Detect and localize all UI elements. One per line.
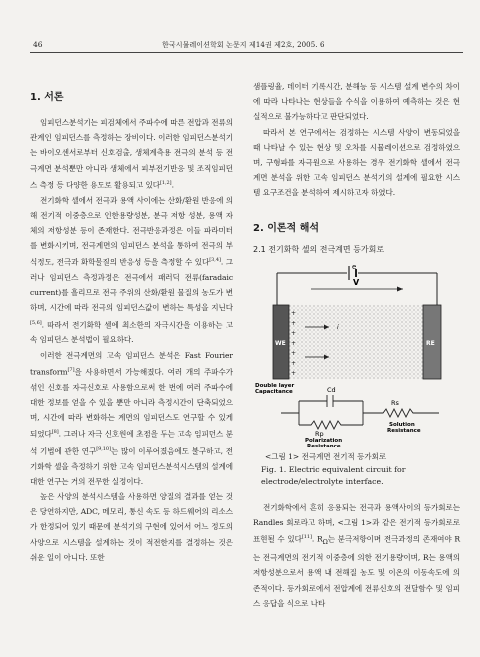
svg-text:+: + (291, 309, 297, 317)
label-rp: Rp (315, 429, 324, 438)
svg-text:+: + (291, 359, 297, 367)
figure-1-drawing (253, 261, 460, 447)
label-re: RE (426, 339, 435, 347)
label-polarization: Polarization (305, 437, 343, 444)
randles-circuit (281, 395, 439, 429)
label-double-layer: Double layer (255, 382, 295, 389)
svg-text:+: + (291, 319, 297, 327)
subsection-2-1-heading: 2.1 전기화학 셀의 전극계면 등가회로 (253, 244, 385, 254)
label-v: V (353, 277, 360, 287)
intro-paragraph-4: 높은 사양의 분석시스템을 사용하면 양질의 결과를 얻는 것은 당연하지만, ADC, 메모리, 통신 속도 등 하드웨어의 리소스가 한정되어 있기 때문에 분석기의 구현에 있어서 어느 정도의 사양으로 시스템을 설계하는 것이 적전한지를 결정하는 것은 쉬운 일이 아니다. 또한 (30, 491, 233, 562)
svg-text:+: + (291, 329, 297, 337)
label-rs: Rs (391, 398, 399, 407)
label-we: WE (275, 339, 286, 347)
page-number: 46 (33, 40, 43, 49)
electrolyte-region (283, 305, 423, 379)
label-i: i (337, 323, 339, 331)
intro-paragraph-5: 샘플링율, 데이터 기록시간, 분해능 등 시스템 설계 변수의 차이에 따라 나타나는 현상들을 수식을 이용하여 예측하는 것은 현실적으로 불가능하다고 판단되었다. (253, 82, 460, 122)
header-rule (30, 52, 463, 53)
intro-paragraph-2: 전기화학 셀에서 전극과 용액 사이에는 산화/환원 반응에 의해 전기적 이중층으로 인한용량성분, 분극 저항 성분, 용액 자체의 저항성분 등이 존재한다. 전극반응과정은 이들 파라미터를 변화시키며, 전극계면의 임피던스 분석을 통하여 전극의 부식정도, 전극과 화학물질의 반응성 등을 측정할 수 있다[3,4]. 그러나 임피던스 측정과정은 전극에서 패러딕 전류(faradaic current)를 흘리므로 전극 주위의 산화/환원 물질의 농도가 변하며, 시간에 따라 전극의 임피던스값이 변하는 특성을 지닌다[5,6]. 따라서 전기화학 셀에 최소한의 자극시간을 이용하는 고속 임피던스 분석법이 필요하다. (30, 195, 233, 345)
right-column (253, 79, 460, 611)
intro-paragraph-6: 따라서 본 연구에서는 검정하는 시스템 사양이 변동되었을 때 나타날 수 있는 현상 및 오차를 시뮬레이션으로 검정하였으며, 구형파를 자극원으로 사용하는 경우 전기화학 셀에서 전극계면 분석을 위한 고속 임피던스 분석기의 설계에 필요한 시스템 요구조건을 분석하여 제시하고자 하였다. (253, 127, 460, 198)
svg-text:+: + (291, 339, 297, 347)
svg-text:+: + (291, 349, 297, 357)
left-column (30, 72, 233, 565)
label-cd: Cd (327, 385, 336, 394)
svg-text:+: + (291, 369, 297, 377)
running-header: 한국시뮬레이션학회 논문지 제14권 제2호, 2005. 6 (162, 41, 325, 49)
figure-1-caption-korean: <그림 1> 전극계면 전기적 등가회로 (265, 451, 387, 461)
intro-heading: 1. 서론 (30, 92, 64, 103)
section2-paragraph-1: 전기화학에서 흔히 응용되는 전극과 용액사이의 등가회로는 Randles 회로라고 하며, <그림 1>과 같은 전기적 등가회로로 표현될 수 있다[11]. $R_\Omega$는 분극저항이며 전극과정의 존재여야 R는 전극계면의 전기적 이중층에 의한 전기용량이며, R는 용액의 저항성분으로서 용액 내 전해질 농도 및 이온의 이동속도에 의존적이다. 등가회로에서 전압계에 전류신호의 전달함수 및 임피스 응답을 식으로 나타 (253, 502, 461, 608)
label-e: e (352, 262, 357, 271)
label-solution-resistance: Resistance (387, 427, 421, 434)
label-capacitance: Capacitance (255, 388, 293, 395)
intro-paragraph-3: 이러한 전극계면의 고속 임피던스 분석은 Fast Fourier transform[7]을 사용하면서 가능해졌다. 여러 개의 주파수가 섞인 신호를 자극신호로 사용함으로써 한 번에 여러 주파수에 대한 정보를 얻을 수 있을 뿐만 아니라 측정시간이 단축되었으며, 시간에 따라 변화하는 계면의 임피던스도 연구할 수 있게 되었다[8]. 그러나 자극 신호원에 초점을 두는 고속 임피던스 분석 기법에 관한 연구[9,10]는 많이 이루어졌음에도 불구하고, 전기화학 셀을 측정하기 위한 고속 임피던스분석시스템의 설계에 대한 연구는 거의 전무한 실정이다. (30, 350, 233, 486)
label-solution: Solution (389, 421, 415, 428)
intro-paragraph-1: 임피던스분석기는 피검체에서 주파수에 따른 전압과 전류의 관계인 임피던스를 측정하는 장비이다. 이러한 임피던스분석기는 바이오센서로부터 신호검출, 생체계측용 전극의 분석 등 전극계면 분석뿐만 아니라 생체에서 피부전기반응 및 조직임피던스 측정 등 다양한 용도로 활용되고 있다[1,2]. (30, 118, 233, 190)
section2-heading: 2. 이론적 해석 (253, 222, 320, 234)
double-layer-charges (291, 310, 296, 377)
figure-1-caption-english: Fig. 1. Electric equivalent circuit for electrode/electrolyte interface. (261, 464, 406, 486)
label-polarization-resistance: Resistance (307, 443, 341, 447)
figure-1-equivalent-circuit (253, 261, 460, 447)
